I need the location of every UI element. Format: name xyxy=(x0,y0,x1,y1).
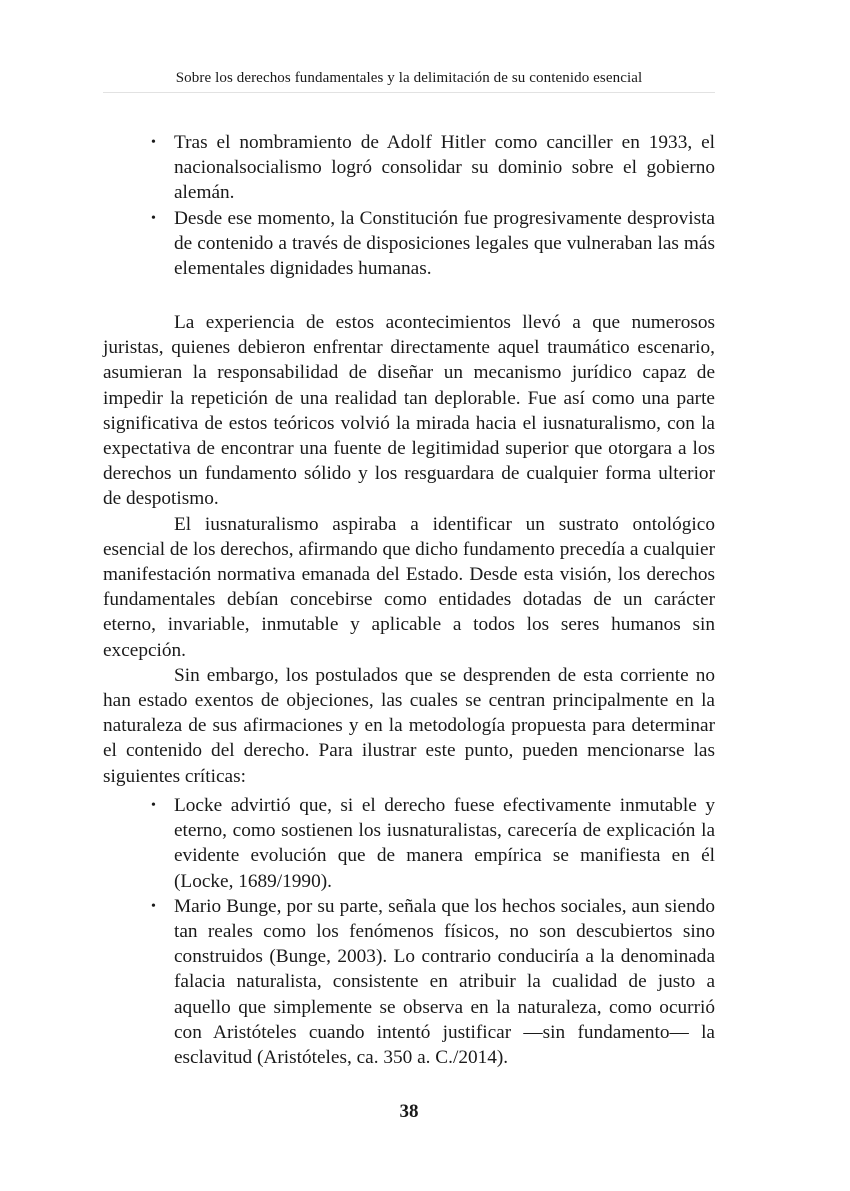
list-item-text: Locke advirtió que, si el derecho fuese efectivamente inmutable y eterno, como sostienen los iusnaturalistas, carecería de explicación la evidente evolución que de manera empírica se manifiesta en él (Locke, 1689/1990). xyxy=(174,795,715,892)
bullet-list-top xyxy=(103,130,715,281)
list-item xyxy=(103,130,715,206)
list-item-text: Mario Bunge, por su parte, señala que los hechos sociales, aun siendo tan reales como los fenómenos físicos, no son descubiertos sino construidos (Bunge, 2003). Lo contrario conduciría a la denominada falacia naturalista, consistente en atribuir la cualidad de justo a aquello que simplemente se observa en la naturaleza, como ocurrió con Aristóteles cuando intentó justificar —sin fundamento— la esclavitud (Aristóteles, ca. 350 a. C./2014). xyxy=(174,895,715,1069)
list-item-text: Tras el nombramiento de Adolf Hitler como canciller en 1933, el nacionalsocialismo logró consolidar su dominio sobre el gobierno alemán. xyxy=(174,132,715,204)
list-item xyxy=(103,206,715,282)
bullet-marker: • xyxy=(151,798,156,813)
paragraph: El iusnaturalismo aspiraba a identificar un sustrato ontológico esencial de los derechos, afirmando que dicho fundamento precedía a cualquier manifestación normativa emanada del Estado. Desde esta visión, los derechos fundamentales debían concebirse como entidades dotadas de un carácter eterno, invariable, inmutable y aplicable a todos los seres humanos sin excepción. xyxy=(103,513,715,661)
list-item-text: Desde ese momento, la Constitución fue progresivamente desprovista de contenido a través de disposiciones legales que vulneraban las más elementales dignidades humanas. xyxy=(174,207,715,280)
list-item xyxy=(103,793,715,894)
running-header: Sobre los derechos fundamentales y la delimitación de su contenido esencial xyxy=(175,70,643,86)
list-item xyxy=(103,894,715,1070)
page-number: 38 xyxy=(399,1101,419,1122)
bullet-marker: • xyxy=(151,210,156,226)
body-paragraphs xyxy=(103,310,715,789)
header-divider xyxy=(103,92,715,93)
bullet-list-bottom xyxy=(103,793,715,1070)
paragraph: Sin embargo, los postulados que se desprenden de esta corriente no han estado exentos de objeciones, las cuales se centran principalmente en la naturaleza de sus afirmaciones y en la metodología propuesta para determinar el contenido del derecho. Para ilustrar este punto, pueden mencionarse las siguientes críticas: xyxy=(103,664,715,787)
bullet-marker: • xyxy=(151,898,156,914)
bullet-marker: • xyxy=(151,135,156,150)
paragraph: La experiencia de estos acontecimientos llevó a que numerosos juristas, quienes debieron enfrentar directamente aquel traumático escenario, asumieran la responsabilidad de diseñar un mecanismo jurídico capaz de impedir la repetición de una realidad tan deplorable. Fue así como una parte significativa de estos teóricos volvió la mirada hacia el iusnaturalismo, con la expectativa de encontrar una fuente de legitimidad superior que otorgara a los derechos un fundamento sólido y los resguardara de cualquier forma ulterior de despotismo. xyxy=(103,312,715,510)
